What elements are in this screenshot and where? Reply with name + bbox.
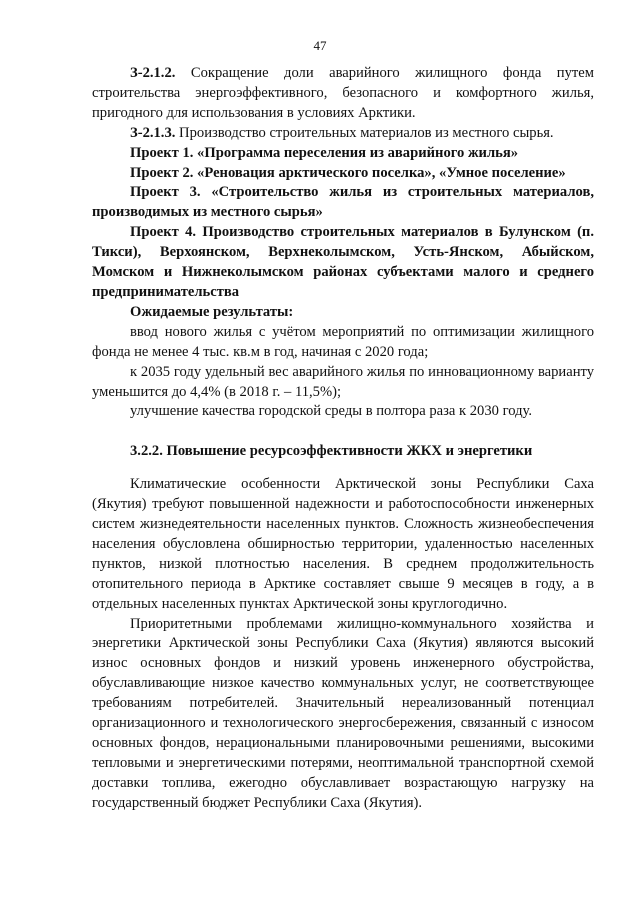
result-item: ввод нового жилья с учётом мероприятий по оптимизации жилищного фонда не менее 4 тыс. кв.м в год, начиная с 2020 года; — [92, 323, 594, 360]
body-paragraph: Климатические особенности Арктической зоны Республики Саха (Якутия) требуют повышенной надежности и работоспособности инженерных систем жизнедеятельности населенных пунктов. Сложность жизнеобеспечения населения обусловлена обширностью территории, удаленностью населенных пунктов, низкой плотностью населения. В среднем продолжительность отопительного периода в Арктике составляет свыше 9 месяцев в году, а в отдельных населенных пунктах Арктической зоны круглогодично. — [92, 476, 594, 612]
section-heading: 3.2.2. Повышение ресурсоэффективности ЖКХ и энергетики — [130, 443, 533, 460]
project-item: Проект 2. «Реновация арктического поселка», «Умное поселение» — [130, 164, 566, 181]
task-code: З-2.1.3. — [130, 124, 176, 141]
task-paragraph — [92, 124, 594, 144]
task-text: Производство строительных материалов из местного сырья. — [175, 124, 554, 141]
page-body — [92, 64, 594, 814]
project-item: Проект 3. «Строительство жилья из строительных материалов, производимых из местного сырья» — [92, 184, 594, 221]
task-paragraph — [92, 64, 594, 124]
result-item: к 2035 году удельный вес аварийного жилья по инновационному варианту уменьшится до 4,4% (в 2018 г. – 11,5%); — [92, 363, 594, 400]
project-item: Проект 4. Производство строительных материалов в Булунском (п. Тикси), Верхоянском, Верхнеколымском, Усть-Янском, Абыйском, Момском и Нижнеколымском районах субъектами малого и среднего предпринимательства — [92, 224, 594, 300]
task-code: З-2.1.2. — [130, 65, 176, 81]
body-paragraph: Приоритетными проблемами жилищно-коммунального хозяйства и энергетики Арктической зоны Республики Саха (Якутия) являются высокий износ основных фондов и низкий уровень инженерного обустройства, обуславливающие низкое качество коммунальных услуг, не соответствующее требованиям потребителей. Значительный нереализованный потенциал организационного и технологического энергосбережения, связанный с износом основных фондов, нерациональными планировочными решениями, высокими тепловыми и энергетическими потерями, неоптимальной транспортной схемой доставки топлива, ежегодно обуславливает возрастающую нагрузку на государственный бюджет Республики Саха (Якутия). — [92, 615, 594, 811]
project-item: Проект 1. «Программа переселения из аварийного жилья» — [130, 144, 519, 161]
task-text: Сокращение доли аварийного жилищного фонда путем строительства энергоэффективного, безопасного и комфортного жилья, пригодного для использования в условиях Арктики. — [92, 65, 594, 121]
expected-results-label: Ожидаемые результаты: — [130, 303, 294, 320]
page-number: 47 — [313, 38, 327, 53]
result-item: улучшение качества городской среды в полтора раза к 2030 году. — [130, 403, 532, 420]
